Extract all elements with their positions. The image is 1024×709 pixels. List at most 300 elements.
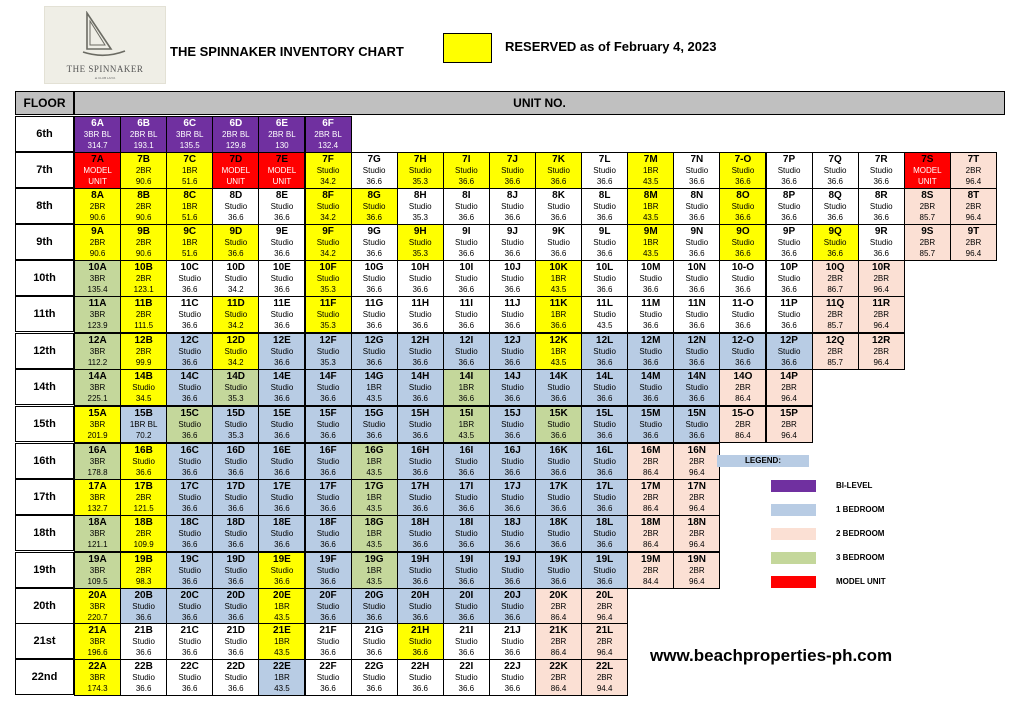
unit-cell	[258, 406, 305, 443]
unit-cell	[766, 188, 813, 225]
unit-size: 36.6	[458, 394, 475, 403]
unit-number: 11-O	[732, 298, 754, 309]
unit-type: Studio	[777, 347, 801, 356]
unit-size: 43.5	[596, 321, 613, 330]
unit-cell	[258, 369, 305, 406]
floor-label: 21st	[15, 623, 74, 659]
unit-size: 36.6	[412, 648, 429, 657]
unit-type: 1BR BL	[129, 420, 158, 429]
unit-number: 18H	[411, 517, 430, 528]
unit-number: 8J	[506, 190, 518, 201]
unit-number: 18G	[364, 517, 384, 528]
unit-type: Studio	[316, 347, 340, 356]
unit-cell	[212, 552, 259, 589]
unit-type: Studio	[455, 202, 478, 211]
unit-number: 9N	[690, 226, 704, 237]
unit-type: Studio	[270, 347, 294, 356]
unit-number: 7E	[275, 154, 289, 165]
unit-number: 11A	[88, 298, 107, 309]
unit-size: 96.4	[873, 358, 890, 367]
floor-label: 19th	[15, 552, 74, 588]
unit-size: UNIT	[88, 177, 107, 186]
unit-size: 36.6	[504, 684, 521, 693]
unit-type: Studio	[685, 166, 709, 175]
unit-size: 43.5	[274, 684, 290, 693]
unit-cell	[858, 188, 905, 225]
unit-number: 9G	[367, 226, 381, 237]
unit-cell	[397, 152, 444, 189]
unit-cell	[535, 296, 582, 333]
legend-swatch	[771, 528, 816, 540]
unit-cell	[351, 443, 398, 480]
unit-number: 10E	[273, 262, 291, 273]
unit-size: UNIT	[272, 177, 292, 186]
unit-number: 9E	[275, 226, 289, 237]
unit-type: 2BR	[735, 420, 751, 429]
unit-type: 2BR	[919, 202, 936, 211]
unit-type: Studio	[593, 310, 616, 319]
unit-size: 96.4	[781, 394, 797, 403]
legend-label: 3 BEDROOM	[836, 553, 885, 562]
unit-type: Studio	[593, 238, 616, 247]
unit-type: 2BR	[135, 566, 152, 575]
unit-size: 196.6	[87, 648, 108, 657]
brand-name: THE SPINNAKER	[66, 64, 144, 74]
unit-number: 12-O	[731, 335, 755, 346]
unit-cell	[120, 515, 167, 552]
unit-number: 16G	[364, 445, 384, 456]
unit-size: 86.4	[550, 648, 567, 657]
unit-size: 43.5	[366, 577, 382, 586]
unit-type: Studio	[224, 529, 248, 538]
unit-type: 3BR	[89, 602, 106, 611]
unit-number: 12G	[364, 335, 384, 346]
unit-type: 1BR	[181, 202, 198, 211]
unit-size: 34.2	[228, 285, 244, 294]
unit-cell	[581, 588, 628, 625]
unit-cell	[351, 260, 398, 297]
unit-type: 1BR	[458, 383, 475, 392]
unit-type: MODEL	[221, 166, 251, 175]
unit-cell	[489, 588, 536, 625]
unit-number: 8A	[91, 190, 104, 201]
unit-number: 10L	[596, 262, 614, 273]
unit-cell	[766, 333, 813, 370]
unit-type: Studio	[823, 166, 847, 175]
unit-number: 16F	[319, 445, 337, 456]
unit-cell	[443, 369, 490, 406]
unit-size: 36.6	[781, 358, 797, 367]
unit-cell	[719, 369, 766, 406]
unit-cell	[351, 152, 398, 189]
unit-cell	[212, 188, 259, 225]
reserved-label: RESERVED as of February 4, 2023	[505, 39, 717, 54]
floor-label: 6th	[15, 116, 74, 152]
unit-type: Studio	[455, 493, 478, 502]
unit-size: 86.7	[827, 285, 843, 294]
unit-size: 123.9	[87, 321, 108, 330]
unit-cell	[489, 623, 536, 660]
unit-number: 19B	[134, 554, 153, 565]
unit-number: 12I	[459, 335, 474, 346]
floor-label: 7th	[15, 152, 74, 188]
unit-number: 8I	[462, 190, 471, 201]
unit-type: Studio	[501, 166, 524, 175]
inventory-grid	[15, 91, 1005, 695]
unit-type: Studio	[224, 238, 248, 247]
unit-type: Studio	[593, 493, 616, 502]
unit-type: Studio	[224, 493, 248, 502]
unit-cell	[212, 369, 259, 406]
unit-number: 6F	[322, 118, 334, 129]
unit-number: 7T	[967, 154, 980, 165]
unit-type: Studio	[501, 493, 524, 502]
unit-cell	[535, 443, 582, 480]
unit-number: 21B	[134, 625, 153, 636]
unit-type: Studio	[270, 202, 294, 211]
unit-type: Studio	[362, 166, 386, 175]
unit-cell	[766, 369, 813, 406]
unit-number: 10Q	[825, 262, 845, 273]
unit-number: 18A	[88, 517, 107, 528]
unit-cell	[950, 188, 997, 225]
unit-number: 21C	[180, 625, 199, 636]
unit-type: Studio	[501, 383, 524, 392]
unit-number: 6D	[229, 118, 243, 129]
unit-cell	[258, 552, 305, 589]
unit-number: 7M	[643, 154, 658, 165]
unit-cell	[581, 188, 628, 225]
unit-number: 19L	[596, 554, 614, 565]
unit-number: 11B	[134, 298, 153, 309]
unit-size: 34.2	[228, 321, 244, 330]
legend-label: 1 BEDROOM	[836, 505, 885, 514]
unit-size: 36.6	[412, 358, 429, 367]
unit-type: 2BR	[596, 673, 613, 682]
unit-cell	[74, 515, 121, 552]
unit-number: 9Q	[828, 226, 842, 237]
unit-number: 10M	[641, 262, 661, 273]
unit-number: 15N	[687, 408, 707, 419]
unit-size: 36.6	[274, 285, 290, 294]
unit-type: Studio	[501, 274, 524, 283]
unit-number: 22D	[226, 661, 246, 672]
floor-label: 14th	[15, 369, 74, 405]
unit-number: 12L	[596, 335, 614, 346]
unit-size: 36.6	[642, 431, 659, 440]
unit-size: 36.6	[504, 504, 521, 513]
unit-size: 36.6	[781, 213, 797, 222]
unit-type: 2BR	[642, 493, 659, 502]
unit-cell	[443, 479, 490, 516]
unit-size: 220.7	[87, 613, 108, 622]
unit-type: Studio	[132, 457, 155, 466]
unit-number: 8S	[921, 190, 934, 201]
unit-size: 36.6	[504, 321, 521, 330]
unit-type: 3BR	[89, 347, 106, 356]
unit-size: 36.6	[458, 321, 475, 330]
unit-cell	[443, 333, 490, 370]
unit-type: Studio	[593, 566, 616, 575]
unit-cell	[489, 552, 536, 589]
unit-type: 2BR	[596, 637, 613, 646]
unit-number: 8K	[552, 190, 565, 201]
unit-cell	[627, 333, 674, 370]
unit-type: Studio	[547, 420, 570, 429]
unit-cell	[351, 623, 398, 660]
unit-cell	[766, 224, 813, 261]
unit-cell	[581, 479, 628, 516]
unit-size: 36.6	[412, 684, 429, 693]
unit-type: 3BR	[89, 493, 106, 502]
unit-type: 1BR	[366, 493, 382, 502]
unit-number: 19M	[641, 554, 661, 565]
unit-cell	[397, 224, 444, 261]
unit-cell	[443, 152, 490, 189]
unit-type: Studio	[270, 529, 294, 538]
unit-size: 36.6	[366, 249, 382, 258]
unit-size: 96.4	[965, 177, 982, 186]
unit-type: 2BR	[135, 166, 152, 175]
unit-cell	[305, 188, 352, 225]
unit-size: 36.6	[504, 285, 521, 294]
unit-size: 94.4	[596, 684, 613, 693]
unit-number: 19E	[273, 554, 291, 565]
unit-cell	[166, 224, 213, 261]
unit-number: 8M	[643, 190, 658, 201]
unit-size: 135.4	[87, 285, 108, 294]
unit-number: 8F	[322, 190, 334, 201]
unit-cell	[627, 224, 674, 261]
unit-cell	[719, 296, 766, 333]
unit-size: 36.6	[596, 177, 613, 186]
unit-size: 36.6	[412, 613, 429, 622]
unit-number: 11L	[596, 298, 613, 309]
unit-size: 51.6	[181, 213, 198, 222]
unit-type: Studio	[132, 637, 155, 646]
unit-cell	[305, 333, 352, 370]
unit-type: Studio	[501, 347, 524, 356]
unit-type: 2BR	[689, 529, 705, 538]
unit-number: 9M	[643, 226, 658, 237]
unit-number: 19D	[226, 554, 246, 565]
unit-type: Studio	[316, 383, 340, 392]
reserved-swatch	[443, 33, 492, 63]
unit-cell	[120, 588, 167, 625]
unit-size: 36.6	[642, 285, 659, 294]
unit-cell	[166, 369, 213, 406]
unit-cell	[812, 333, 859, 370]
unit-number: 14H	[411, 371, 430, 382]
unit-type: Studio	[408, 457, 432, 466]
unit-cell	[120, 152, 167, 189]
unit-number: 17D	[226, 481, 246, 492]
unit-cell	[673, 406, 720, 443]
unit-cell	[812, 188, 859, 225]
unit-size: 86.4	[735, 431, 751, 440]
unit-size: 36.6	[550, 540, 567, 549]
unit-type: Studio	[178, 310, 202, 319]
unit-type: Studio	[132, 673, 155, 682]
unit-cell	[535, 260, 582, 297]
unit-type: Studio	[362, 238, 386, 247]
unit-number: 15F	[319, 408, 337, 419]
unit-cell	[212, 406, 259, 443]
unit-cell	[489, 515, 536, 552]
unit-size: 36.6	[458, 577, 475, 586]
unit-type: 2BR	[781, 420, 797, 429]
unit-cell	[305, 623, 352, 660]
unit-type: Studio	[593, 274, 616, 283]
unit-size: 85.7	[919, 213, 936, 222]
unit-cell	[581, 552, 628, 589]
unit-size: UNIT	[918, 177, 937, 186]
unit-number: 21I	[459, 625, 474, 636]
unit-size: 36.6	[550, 577, 567, 586]
unit-size: 36.6	[596, 358, 613, 367]
unit-cell	[305, 443, 352, 480]
unit-size: 36.6	[181, 468, 198, 477]
unit-number: 14N	[687, 371, 707, 382]
unit-number: 8E	[275, 190, 289, 201]
unit-cell	[351, 188, 398, 225]
brand-sub: at CLUB LAIYA	[94, 76, 116, 80]
unit-cell	[74, 659, 121, 696]
unit-cell	[535, 588, 582, 625]
unit-number: 18K	[549, 517, 568, 528]
unit-number: 22L	[596, 661, 614, 672]
unit-cell	[719, 188, 766, 225]
unit-size: 36.6	[504, 213, 521, 222]
unit-cell	[489, 188, 536, 225]
unit-cell	[719, 152, 766, 189]
unit-cell	[351, 224, 398, 261]
unit-size: 36.6	[735, 213, 751, 222]
unit-cell	[212, 443, 259, 480]
unit-cell	[212, 116, 259, 153]
unit-number: 22C	[180, 661, 199, 672]
unit-type: Studio	[362, 420, 386, 429]
unit-size: 36.6	[689, 321, 705, 330]
unit-cell	[74, 588, 121, 625]
unit-number: 7N	[690, 154, 704, 165]
unit-type: Studio	[777, 166, 801, 175]
unit-type: 3BR	[89, 566, 106, 575]
unit-number: 9K	[552, 226, 565, 237]
unit-cell	[581, 515, 628, 552]
unit-size: 34.2	[320, 249, 336, 258]
unit-number: 9S	[921, 226, 934, 237]
unit-number: 12F	[319, 335, 337, 346]
unit-size: 35.3	[412, 249, 429, 258]
unit-cell	[305, 296, 352, 333]
unit-cell	[351, 333, 398, 370]
unit-type: 2BR	[873, 347, 890, 356]
unit-number: 17M	[641, 481, 661, 492]
unit-size: 135.5	[179, 141, 200, 150]
unit-size: 36.6	[504, 648, 521, 657]
unit-cell	[305, 588, 352, 625]
unit-number: 9J	[506, 226, 518, 237]
unit-size: 85.7	[827, 358, 843, 367]
unit-type: 2BR	[965, 202, 982, 211]
unit-type: Studio	[593, 383, 616, 392]
unit-size: 34.2	[228, 358, 244, 367]
unit-type: Studio	[132, 383, 155, 392]
unit-number: 17B	[134, 481, 153, 492]
unit-cell	[443, 588, 490, 625]
unit-cell	[305, 369, 352, 406]
unit-type: Studio	[501, 202, 524, 211]
unit-type: Studio	[178, 673, 202, 682]
unit-size: 36.6	[873, 249, 890, 258]
unit-size: 314.7	[87, 141, 108, 150]
unit-cell	[351, 296, 398, 333]
unit-cell	[74, 369, 121, 406]
unit-size: 36.6	[596, 540, 613, 549]
unit-size: 36.6	[366, 431, 382, 440]
unit-cell	[212, 333, 259, 370]
unit-cell	[74, 188, 121, 225]
unit-size: 43.5	[366, 394, 382, 403]
unit-number: 16L	[596, 445, 614, 456]
unit-size: 86.4	[642, 540, 659, 549]
unit-type: Studio	[224, 457, 248, 466]
unit-number: 8B	[137, 190, 151, 201]
unit-type: Studio	[178, 457, 202, 466]
unit-size: 36.6	[181, 540, 198, 549]
unit-cell	[858, 224, 905, 261]
unit-number: 7D	[229, 154, 243, 165]
unit-type: Studio	[455, 310, 478, 319]
unit-size: 36.6	[781, 249, 797, 258]
unit-type: 2BR BL	[314, 130, 342, 139]
unit-size: 96.4	[873, 321, 890, 330]
unit-size: 96.4	[689, 468, 705, 477]
unit-type: Studio	[224, 383, 248, 392]
unit-size: 36.6	[458, 213, 475, 222]
unit-type: 2BR	[89, 238, 106, 247]
unit-number: 15M	[641, 408, 661, 419]
unit-number: 18I	[459, 517, 474, 528]
unit-size: 36.6	[228, 648, 244, 657]
unit-cell	[766, 260, 813, 297]
unit-cell	[120, 369, 167, 406]
unit-cell	[489, 224, 536, 261]
unit-type: Studio	[501, 420, 524, 429]
unit-size: 36.6	[228, 540, 244, 549]
unit-size: 36.6	[735, 177, 751, 186]
unit-cell	[581, 623, 628, 660]
unit-size: 43.5	[366, 540, 382, 549]
unit-number: 9R	[874, 226, 888, 237]
unit-number: 20G	[364, 590, 384, 601]
unit-size: 121.1	[87, 540, 108, 549]
unit-number: 11Q	[825, 298, 845, 309]
unit-number: 7C	[183, 154, 197, 165]
unit-cell	[812, 224, 859, 261]
unit-number: 18M	[641, 517, 661, 528]
unit-size: 36.6	[504, 358, 521, 367]
unit-cell	[258, 333, 305, 370]
unit-type: Studio	[501, 566, 524, 575]
unit-cell	[489, 443, 536, 480]
unit-size: 36.6	[135, 613, 152, 622]
unit-size: 36.6	[642, 394, 659, 403]
unit-cell	[258, 623, 305, 660]
unit-type: Studio	[501, 673, 524, 682]
unit-cell	[212, 623, 259, 660]
